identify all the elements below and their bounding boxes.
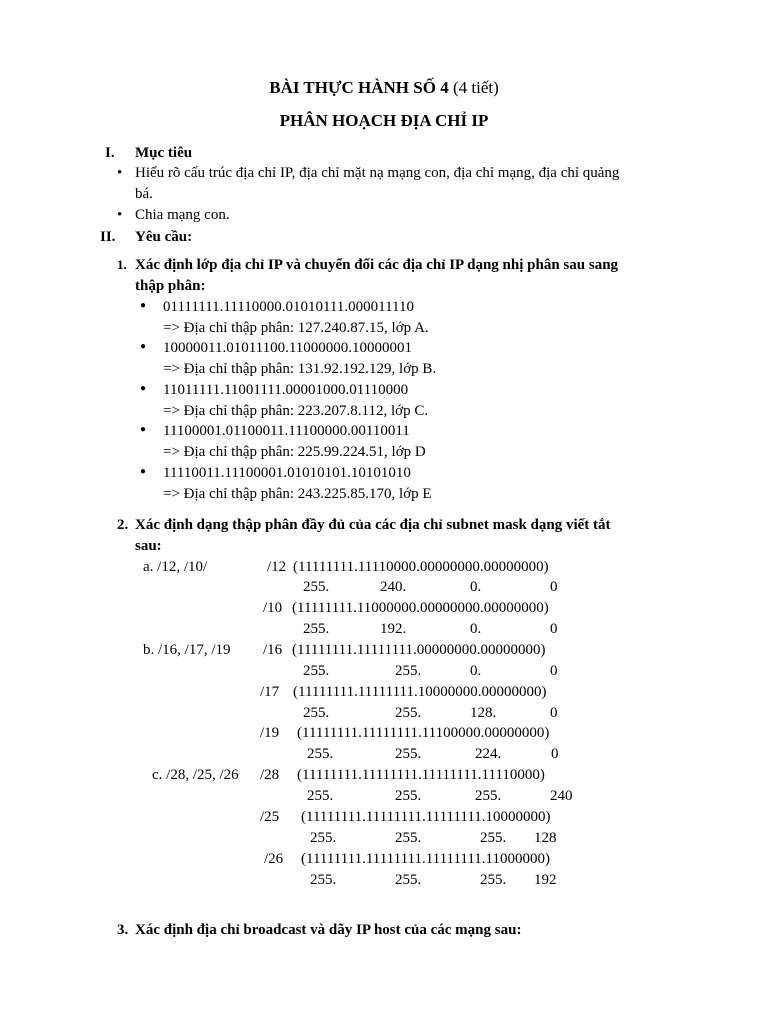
- q1-binary-2: 10000011.01011100.11000000.10000001: [163, 340, 413, 356]
- mask-octet: 255.: [480, 830, 507, 846]
- q2-line2: sau:: [135, 538, 162, 554]
- q1-line1: Xác định lớp địa chỉ IP và chuyển đổi các địa chỉ IP dạng nhị phân sau sang: [135, 257, 619, 273]
- mask-octet: 0.: [470, 663, 482, 679]
- mask-octet: 0: [551, 746, 559, 762]
- q1-binary-3: 11011111.11001111.00001000.01110000: [163, 382, 409, 398]
- mask-binary: (11111111.11111111.00000000.00000000): [292, 642, 546, 658]
- mask-octet: 255.: [480, 872, 507, 888]
- mask-octet: 0.: [470, 621, 482, 637]
- mask-octet: 192: [534, 872, 557, 888]
- bullet-icon: ●: [140, 466, 147, 477]
- mask-octet: 128: [534, 830, 557, 846]
- title-duration: (4 tiết): [452, 78, 499, 97]
- q1-binary-1: 01111111.11110000.01010111.000011110: [163, 299, 414, 315]
- mask-octet: 0: [550, 663, 558, 679]
- bullet-icon: ●: [140, 383, 147, 394]
- q1-line2: thập phân:: [135, 278, 206, 294]
- mask-prefix: /26: [264, 851, 284, 867]
- q2-group-c-label: c. /28, /25, /26: [152, 767, 239, 783]
- mask-octet: 255.: [395, 788, 422, 804]
- mask-binary: (11111111.11111111.10000000.00000000): [293, 684, 547, 700]
- bullet-icon: •: [117, 207, 123, 223]
- mask-octet: 255.: [395, 872, 422, 888]
- mask-prefix: /10: [263, 600, 283, 616]
- objective-1-line2: bá.: [135, 186, 153, 202]
- mask-octet: 255.: [303, 663, 330, 679]
- q1-answer-5: => Địa chỉ thập phân: 243.225.85.170, lớp E: [163, 486, 432, 502]
- mask-binary: (11111111.11000000.00000000.00000000): [292, 600, 549, 616]
- q2-group-a-label: a. /12, /10/: [143, 559, 208, 575]
- mask-octet: 255.: [475, 788, 502, 804]
- mask-octet: 240.: [380, 579, 407, 595]
- mask-octet: 224.: [475, 746, 502, 762]
- mask-octet: 128.: [470, 705, 497, 721]
- mask-octet: 255.: [303, 579, 330, 595]
- mask-octet: 0: [550, 621, 558, 637]
- mask-binary: (11111111.11111111.11111111.10000000): [301, 809, 551, 825]
- section2-heading: Yêu cầu:: [135, 229, 193, 245]
- bullet-icon: ●: [140, 424, 147, 435]
- section1-numeral: I.: [105, 145, 115, 161]
- mask-binary: (11111111.11111111.11111111.11110000): [297, 767, 545, 783]
- mask-octet: 192.: [380, 621, 407, 637]
- mask-octet: 255.: [303, 705, 330, 721]
- q1-number: 1.: [117, 257, 127, 272]
- mask-prefix: /25: [260, 809, 280, 825]
- section2-numeral: II.: [100, 229, 116, 245]
- mask-octet: 0: [550, 579, 558, 595]
- mask-octet: 240: [550, 788, 573, 804]
- mask-octet: 255.: [395, 830, 422, 846]
- mask-octet: 0.: [470, 579, 482, 595]
- q1-answer-3: => Địa chỉ thập phân: 223.207.8.112, lớp C.: [163, 403, 429, 419]
- mask-prefix: /17: [260, 684, 280, 700]
- q1-answer-1: => Địa chỉ thập phân: 127.240.87.15, lớp A.: [163, 320, 429, 336]
- mask-binary: (11111111.11110000.00000000.00000000): [293, 559, 549, 575]
- objective-2: Chia mạng con.: [135, 207, 230, 223]
- mask-octet: 255.: [395, 663, 422, 679]
- mask-octet: 255.: [303, 621, 330, 637]
- page-title: [0, 78, 768, 98]
- q2-line1: Xác định dạng thập phân đầy đủ của các địa chỉ subnet mask dạng viết tắt: [135, 517, 611, 533]
- q1-answer-2: => Địa chỉ thập phân: 131.92.192.129, lớp B.: [163, 361, 437, 377]
- section1-heading: Mục tiêu: [135, 145, 193, 161]
- q1-binary-5: 11110011.11100001.01010101.10101010: [163, 465, 411, 481]
- mask-octet: 255.: [307, 746, 334, 762]
- mask-prefix: /28: [260, 767, 280, 783]
- q3-line1: Xác định địa chỉ broadcast và dãy IP host của các mạng sau:: [135, 922, 522, 938]
- bullet-icon: ●: [140, 341, 147, 352]
- mask-octet: 255.: [307, 788, 334, 804]
- mask-octet: 255.: [395, 746, 422, 762]
- objective-1-line1: Hiểu rõ cấu trúc địa chỉ IP, địa chỉ mặt nạ mạng con, địa chỉ mạng, địa chỉ quảng: [135, 165, 620, 181]
- mask-octet: 0: [550, 705, 558, 721]
- mask-binary: (11111111.11111111.11100000.00000000): [297, 725, 550, 741]
- mask-binary: (11111111.11111111.11111111.11000000): [301, 851, 550, 867]
- q3-number: 3.: [117, 922, 129, 938]
- mask-octet: 255.: [310, 830, 337, 846]
- q2-number: 2.: [117, 517, 129, 533]
- q1-answer-4: => Địa chỉ thập phân: 225.99.224.51, lớp D: [163, 444, 426, 460]
- bullet-icon: •: [117, 165, 123, 181]
- mask-prefix: /19: [260, 725, 280, 741]
- q1-binary-4: 11100001.01100011.11100000.00110011: [163, 423, 410, 439]
- mask-prefix: /12: [267, 559, 287, 575]
- bullet-icon: ●: [140, 300, 147, 311]
- q2-group-b-label: b. /16, /17, /19: [143, 642, 231, 658]
- mask-prefix: /16: [263, 642, 283, 658]
- mask-octet: 255.: [310, 872, 337, 888]
- title-main: BÀI THỰC HÀNH SỐ 4: [269, 78, 449, 97]
- page-subtitle: PHÂN HOẠCH ĐỊA CHỈ IP: [279, 111, 489, 130]
- mask-octet: 255.: [395, 705, 422, 721]
